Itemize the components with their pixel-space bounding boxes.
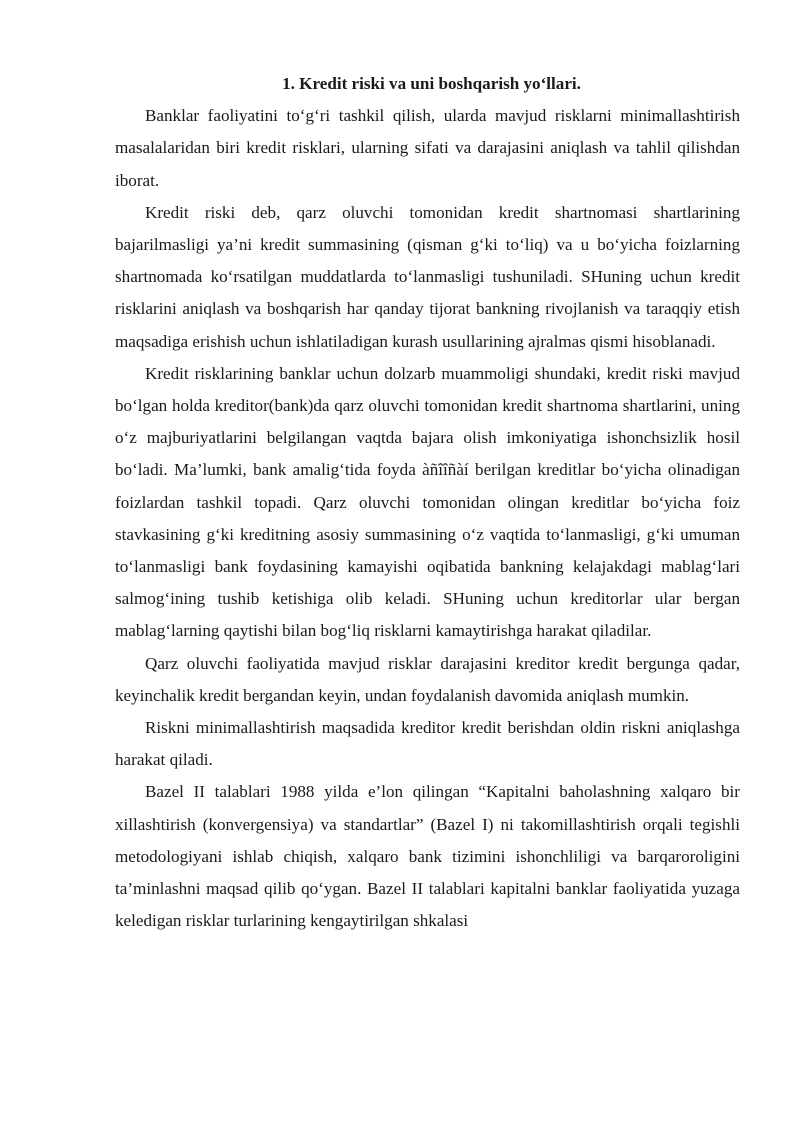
document-page: [115, 68, 740, 937]
paragraph-6: Bazel II talablari 1988 yilda e’lon qilingan “Kapitalni baholashning xalqaro bir xillashtirish (konvergensiya) va standartlar” (Bazel I) ni takomillashtirish orqali tegishli metodologiyani ishlab chiqish, xalqaro bank tizimini ishonchliligi va barqarorolig‌ini ta’minlashni maqsad qilib qo‘ygan. Bazel II talablari kapitalni banklar faoliyatida yuzaga keledigan risklar turlarining kengaytirilgan shkalasi: [115, 782, 740, 931]
paragraph-1: Banklar faoliyatini to‘g‘ri tashkil qilish, ularda mavjud risklarni minimallashtirish masalalaridan biri kredit risklari, ularning sifati va darajasini aniqlash va tahlil qilishdan iborat.: [115, 106, 740, 190]
section-title: 1. Kredit riski va uni boshqarish yo‘llari.: [282, 74, 581, 93]
paragraph-2: Kredit riski deb, qarz oluvchi tomonidan kredit shartnomasi shartlarining bajarilmasligi ya’ni kredit summasining (qisman g‘ki to‘liq) va u bo‘yicha foizlarning shartnomada ko‘rsatilgan muddatlarda to‘lanmasligi tushuniladi. SHuning uchun kredit risklarini aniqlash va boshqarish har qanday tijorat bankning rivojlanish va taraqqiy etish maqsadiga erishish uchun ishlatiladigan kurash usullarining ajralmas qismi hisoblanadi.: [115, 202, 740, 351]
paragraph-3: Kredit risklarining banklar uchun dolzarb muammoligi shundaki, kredit riski mavjud bo‘lgan holda kreditor(bank)da qarz oluvchi tomonidan kredit shartnoma shartlarini, uning o‘z majburiyatlarini belgilangan vaqtda bajara olish imkoniyatiga ishonchsizlik hosil bo‘ladi. Ma’lumki, bank amalig‘tida foyda àñîîñàí berilgan kreditlar bo‘yicha olinadigan foizlardan tashkil topadi. Qarz oluvchi tomonidan olingan kreditlar bo‘yicha foiz stavkasining g‘ki kreditning asosiy summasining o‘z vaqtida to‘lanmasligi, g‘ki umuman to‘lanmasligi bank foydasining kamayishi oqibatida bankning kelajakdagi mablag‘lari salmog‘ining tushib ketishiga olib keladi. SHuning uchun kreditorlar ular bergan mablag‘larning qaytishi bilan bog‘liq risklarni kamaytirishga harakat qiladilar.: [115, 363, 740, 641]
paragraph-5: Riskni minimallashtirish maqsadida kreditor kredit berishdan oldin riskni aniqlashga harakat qiladi.: [115, 718, 740, 770]
paragraph-4: Qarz oluvchi faoliyatida mavjud risklar darajasini kreditor kredit bergunga qadar, keyinchalik kredit bergandan keyin, undan foydalanish davomida aniqlash mumkin.: [115, 653, 740, 705]
